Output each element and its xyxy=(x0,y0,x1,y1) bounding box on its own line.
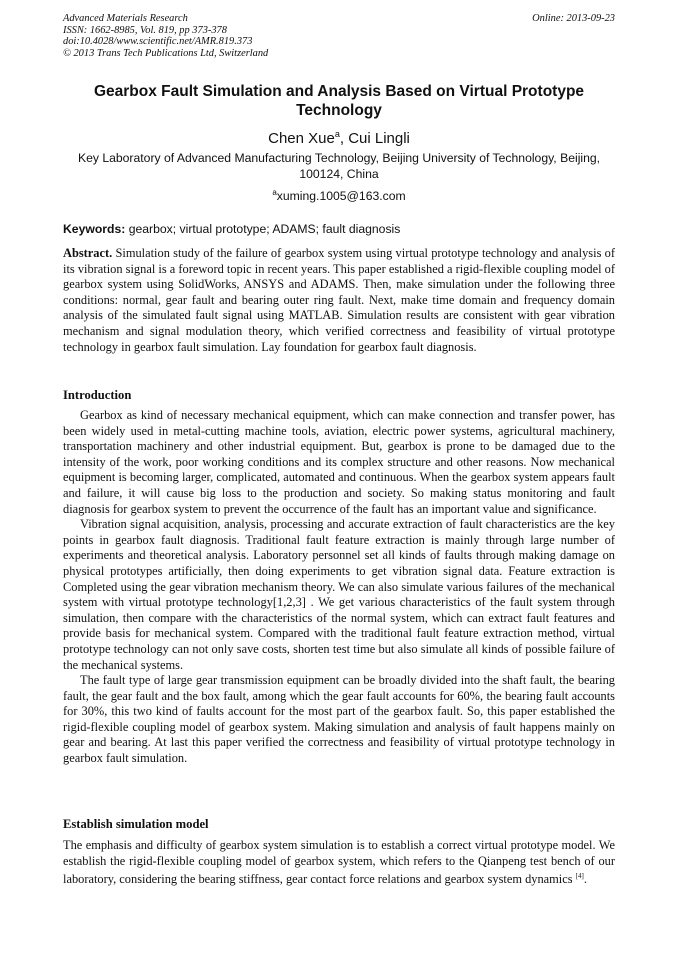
journal-header xyxy=(63,13,615,59)
author-separator: , xyxy=(339,130,349,147)
email-address: xuming.1005@163.com xyxy=(276,189,406,204)
abstract xyxy=(63,246,615,355)
author-affil-mark: a xyxy=(334,129,340,139)
author-list xyxy=(63,125,615,148)
journal-name: Advanced Materials Research xyxy=(63,13,188,24)
keywords xyxy=(63,221,615,237)
keywords-label: Keywords: xyxy=(63,222,126,236)
keywords-text: gearbox; virtual prototype; ADAMS; fault diagnosis xyxy=(125,222,401,236)
journal-copyright: © 2013 Trans Tech Publications Ltd, Switzerland xyxy=(63,47,269,59)
abstract-text: Simulation study of the failure of gearbox system using virtual prototype technology and analysis of its vibration signal is a foreword topic in recent years. This paper established a rigid-flexible coupling model of gearbox system using SolidWorks, ANSYS and ADAMS. Then, make simulation under the following three conditions: normal, gear fault and bearing outer ring fault. Next, make time domain and frequency domain analysis of the simulated fault signal using MATLAB. Simulation results are consistent with gear vibration mechanism and signal modulation theory, which verified correctness and feasibility of virtual prototype technology in gearbox fault simulation. Lay foundation for gearbox fault diagnosis. xyxy=(63,246,615,354)
email-mark: a xyxy=(272,188,277,197)
online-date: Online: 2013-09-23 xyxy=(532,13,615,24)
journal-issn: ISSN: 1662-8985, Vol. 819, pp 373-378 xyxy=(63,24,227,36)
author-email xyxy=(63,185,615,204)
paragraph: Gearbox as kind of necessary mechanical equipment, which can make connection and transfer power, has been widely used in metal-cutting machine tools, aviation, electric power systems, agricultural machinery, transportation machinery and other industrial equipment. But, gearbox is prone to be damaged due to the intensity of the work, poor working conditions and its complex structure and other reasons. Now mechanical equipment is becoming larger, complicated, automated and continuous. When the gearbox system appears fault and failure, it will cause big loss to the production and society. So making status monitoring and fault diagnosis for gearbox system to prevent the occurrence of the fault has an important value and significance. xyxy=(63,408,615,516)
paragraph: Vibration signal acquisition, analysis, processing and accurate extraction of fault characteristics are the key points in gearbox fault diagnosis. Traditional fault feature extraction is mainly through large number of experiments and theoretical analysis. Laboratory personnel set all kinds of faults through making damage on physical prototypes artificially, then doing experiments to get vibration signal data. Feature extraction is Completed using the gear vibration mechanism theory. We can also simulate various failures of the mechanical system with virtual prototype technology[1,2,3] . We get various characteristics of the fault system through simulation, then compare with the characteristics of the normal system, which can extract fault features and provide basis for mechanical system. Compared with the traditional fault feature extraction method, virtual prototype technology can not only save costs, shorten test time but also simulate all kinds of possible failure of the mechanical systems. xyxy=(63,517,615,672)
section-heading-introduction: Introduction xyxy=(63,388,132,402)
paragraph: The emphasis and difficulty of gearbox system simulation is to establish a correct virtual prototype model. We establish the rigid-flexible coupling model of gearbox system, which refers to the Qianpeng test bench of our laboratory, considering the bearing stiffness, gear contact force relations and gearbox system dynamics xyxy=(63,838,615,887)
section-heading-simulation-model: Establish simulation model xyxy=(63,817,209,831)
affiliation: Key Laboratory of Advanced Manufacturing Technology, Beijing University of Technology, Beijing, 100124, China xyxy=(77,151,601,181)
simulation-model-body xyxy=(63,838,615,888)
paper-title: Gearbox Fault Simulation and Analysis Based on Virtual Prototype Technology xyxy=(93,83,585,119)
sentence-end: . xyxy=(583,872,587,887)
citation: [4] xyxy=(575,872,584,881)
author-name: Cui Lingli xyxy=(348,130,410,147)
author-name: Chen Xue xyxy=(268,130,335,147)
introduction-body xyxy=(63,408,615,767)
paragraph: The fault type of large gear transmission equipment can be broadly divided into the shaft fault, the bearing fault, the gear fault and the box fault, among which the gear fault accounts for 60%, the bearing fault accounts for 30%, this two kind of faults account for the most part of the gearbox fault. So, this paper established the rigid-flexible coupling model of gearbox system. Making simulation and analysis of fault happens mainly on gear and bearing. At last this paper verified the correctness and feasibility of virtual prototype technology in gearbox fault simulation. xyxy=(63,673,615,766)
abstract-label: Abstract. xyxy=(63,246,113,260)
journal-doi: doi:10.4028/www.scientific.net/AMR.819.373 xyxy=(63,36,253,48)
